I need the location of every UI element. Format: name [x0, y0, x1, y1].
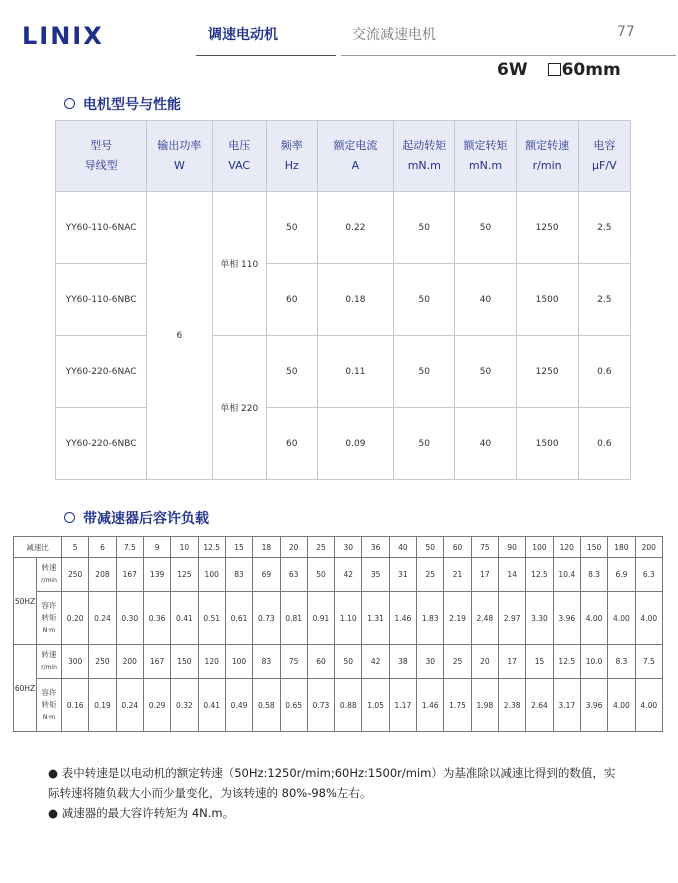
- speed-unit: r/min: [41, 577, 57, 584]
- speed-cell: 15: [526, 645, 553, 679]
- torque-cell: 0.51: [198, 592, 225, 645]
- speed-cell: 167: [116, 558, 143, 592]
- torque-cell: 2.38: [499, 679, 526, 732]
- torque-label: [37, 679, 62, 732]
- ratio-cell: 180: [608, 537, 635, 558]
- speed-cell: 139: [143, 558, 170, 592]
- rated-torque-cell: 50: [455, 192, 516, 264]
- rated-speed-cell: 1500: [516, 264, 578, 336]
- tab-underline: [341, 55, 676, 56]
- speed-cell: 42: [362, 645, 389, 679]
- speed-cell: 50: [335, 645, 362, 679]
- column-header: 起动转矩 mN.m: [394, 121, 455, 192]
- speed-cell: 150: [171, 645, 198, 679]
- speed-cell: 100: [225, 645, 252, 679]
- section-title-allowable-load: [64, 508, 209, 528]
- speed-cell: 300: [62, 645, 89, 679]
- torque-cell: 0.24: [89, 592, 116, 645]
- note-line: ● 表中转速是以电动机的额定转速（50Hz:1250r/mim;60Hz:1500r/mim）为基准除以减速比得到的数值，实: [48, 766, 616, 780]
- ratio-cell: 25: [307, 537, 334, 558]
- torque-cell: 0.73: [307, 679, 334, 732]
- table-row: [56, 408, 631, 480]
- model-cell: YY60-110-6NBC: [56, 264, 147, 336]
- model-cell: YY60-110-6NAC: [56, 192, 147, 264]
- torque-cell: 0.61: [225, 592, 252, 645]
- performance-table: [55, 120, 631, 480]
- current-cell: 0.09: [317, 408, 393, 480]
- torque-cell: 1.98: [471, 679, 498, 732]
- torque-cell: 0.41: [198, 679, 225, 732]
- torque-cell: 0.30: [116, 592, 143, 645]
- speed-cell: 21: [444, 558, 471, 592]
- speed-cell: 63: [280, 558, 307, 592]
- speed-unit: r/min: [41, 664, 57, 671]
- speed-cell: 75: [280, 645, 307, 679]
- speed-cell: 20: [471, 645, 498, 679]
- page-number: 77: [617, 24, 635, 40]
- speed-cell: 50: [307, 558, 334, 592]
- ratio-cell: 12.5: [198, 537, 225, 558]
- torque-cell: 1.75: [444, 679, 471, 732]
- voltage-cell: 单相 220: [212, 336, 266, 480]
- column-header: 电容 μF/V: [578, 121, 630, 192]
- torque-cell: 1.83: [417, 592, 444, 645]
- speed-cell: 250: [89, 645, 116, 679]
- torque-cell: 0.73: [253, 592, 280, 645]
- model-spec: [497, 60, 621, 80]
- section-title-text: 电机型号与性能: [83, 97, 181, 113]
- speed-cell: 10.4: [553, 558, 580, 592]
- table-row: [56, 192, 631, 264]
- starting-torque-cell: 50: [394, 264, 455, 336]
- torque-cell: 2.64: [526, 679, 553, 732]
- section-title-text: 带减速器后容许负载: [83, 511, 209, 527]
- torque-cell: 1.17: [389, 679, 416, 732]
- linix-logo: LINIX: [22, 22, 104, 50]
- torque-cell: 4.00: [580, 592, 607, 645]
- section-title-performance: [64, 94, 181, 114]
- speed-cell: 60: [307, 645, 334, 679]
- torque-cell: 1.46: [417, 679, 444, 732]
- torque-cell: 0.65: [280, 679, 307, 732]
- power-cell: 6: [147, 192, 212, 480]
- torque-cell: 2.19: [444, 592, 471, 645]
- square-frame-icon: [548, 63, 561, 76]
- torque-row: [14, 679, 663, 732]
- torque-cell: 1.05: [362, 679, 389, 732]
- torque-cell: 0.49: [225, 679, 252, 732]
- allowable-load-table: [13, 536, 663, 732]
- notes: [48, 763, 638, 823]
- speed-cell: 35: [362, 558, 389, 592]
- speed-cell: 83: [225, 558, 252, 592]
- speed-cell: 30: [417, 645, 444, 679]
- speed-label: [37, 645, 62, 679]
- frequency-cell: 60: [266, 264, 317, 336]
- torque-cell: 0.32: [171, 679, 198, 732]
- torque-label-text: 转矩: [41, 699, 57, 709]
- torque-cell: 4.00: [635, 592, 662, 645]
- torque-cell: 0.88: [335, 679, 362, 732]
- torque-cell: 0.20: [62, 592, 89, 645]
- torque-cell: 0.24: [116, 679, 143, 732]
- torque-cell: 3.96: [580, 679, 607, 732]
- torque-cell: 3.96: [553, 592, 580, 645]
- frame-size: 60mm: [561, 60, 621, 80]
- model-cell: YY60-220-6NAC: [56, 336, 147, 408]
- speed-row: [14, 645, 663, 679]
- torque-cell: 4.00: [608, 592, 635, 645]
- speed-cell: 6.9: [608, 558, 635, 592]
- speed-cell: 12.5: [553, 645, 580, 679]
- current-cell: 0.18: [317, 264, 393, 336]
- speed-cell: 25: [417, 558, 444, 592]
- speed-cell: 250: [62, 558, 89, 592]
- speed-cell: 125: [171, 558, 198, 592]
- torque-cell: 2.48: [471, 592, 498, 645]
- torque-cell: 3.17: [553, 679, 580, 732]
- torque-cell: 1.10: [335, 592, 362, 645]
- ratio-cell: 150: [580, 537, 607, 558]
- column-header: 额定转矩 mN.m: [455, 121, 516, 192]
- ratio-cell: 100: [526, 537, 553, 558]
- frequency-cell: 50: [266, 336, 317, 408]
- tab-underline-active: [196, 55, 336, 56]
- ratio-cell: 40: [389, 537, 416, 558]
- starting-torque-cell: 50: [394, 192, 455, 264]
- capacitor-cell: 0.6: [578, 336, 630, 408]
- ratio-cell: 120: [553, 537, 580, 558]
- ratio-cell: 15: [225, 537, 252, 558]
- torque-cell: 0.81: [280, 592, 307, 645]
- rated-speed-cell: 1250: [516, 336, 578, 408]
- column-header: 型号 导线型: [56, 121, 147, 192]
- torque-cell: 0.19: [89, 679, 116, 732]
- capacitor-cell: 2.5: [578, 264, 630, 336]
- tab-speed-control-motor[interactable]: 调速电动机: [208, 27, 278, 43]
- note-line: ● 减速器的最大容许转矩为 4N.m。: [48, 806, 235, 820]
- current-cell: 0.11: [317, 336, 393, 408]
- speed-cell: 38: [389, 645, 416, 679]
- current-cell: 0.22: [317, 192, 393, 264]
- speed-cell: 69: [253, 558, 280, 592]
- capacitor-cell: 0.6: [578, 408, 630, 480]
- torque-label: [37, 592, 62, 645]
- torque-cell: 1.31: [362, 592, 389, 645]
- speed-label-text: 转速: [41, 650, 57, 659]
- model-cell: YY60-220-6NBC: [56, 408, 147, 480]
- frequency-cell: 60: [266, 408, 317, 480]
- ratio-cell: 30: [335, 537, 362, 558]
- torque-label-text: 转矩: [41, 612, 57, 622]
- ratio-cell: 9: [143, 537, 170, 558]
- torque-cell: 4.00: [635, 679, 662, 732]
- ratio-cell: 60: [444, 537, 471, 558]
- torque-cell: 4.00: [608, 679, 635, 732]
- ratio-row: [14, 537, 663, 558]
- speed-cell: 10.0: [580, 645, 607, 679]
- speed-cell: 17: [471, 558, 498, 592]
- voltage-cell: 单相 110: [212, 192, 266, 336]
- tab-ac-gear-motor[interactable]: 交流减速电机: [352, 27, 436, 43]
- speed-cell: 31: [389, 558, 416, 592]
- rated-speed-cell: 1500: [516, 408, 578, 480]
- table-row: [56, 264, 631, 336]
- speed-cell: 25: [444, 645, 471, 679]
- rated-speed-cell: 1250: [516, 192, 578, 264]
- ratio-cell: 90: [499, 537, 526, 558]
- ratio-cell: 7.5: [116, 537, 143, 558]
- torque-cell: 2.97: [499, 592, 526, 645]
- speed-cell: 12.5: [526, 558, 553, 592]
- column-header: 额定转速 r/min: [516, 121, 578, 192]
- frequency-cell: 50: [266, 192, 317, 264]
- rated-torque-cell: 40: [455, 264, 516, 336]
- column-header: 额定电流 A: [317, 121, 393, 192]
- frequency-label: 50HZ: [14, 558, 37, 645]
- speed-cell: 100: [198, 558, 225, 592]
- speed-cell: 8.3: [608, 645, 635, 679]
- speed-row: [14, 558, 663, 592]
- power-rating: 6W: [497, 60, 528, 80]
- speed-label: [37, 558, 62, 592]
- note-line: 际转速将随负载大小而少量变化，为该转速的 80%-98%左右。: [48, 786, 372, 800]
- speed-cell: 8.3: [580, 558, 607, 592]
- speed-cell: 208: [89, 558, 116, 592]
- torque-cell: 1.46: [389, 592, 416, 645]
- ratio-cell: 6: [89, 537, 116, 558]
- torque-unit: N·m: [42, 626, 56, 634]
- torque-cell: 0.41: [171, 592, 198, 645]
- column-header: 输出功率 W: [147, 121, 212, 192]
- speed-label-text: 转速: [41, 563, 57, 572]
- torque-label-text: 容许: [41, 600, 57, 610]
- torque-cell: 0.91: [307, 592, 334, 645]
- ratio-label: 减速比: [14, 537, 62, 558]
- speed-cell: 7.5: [635, 645, 662, 679]
- ratio-cell: 5: [62, 537, 89, 558]
- table-row: [56, 336, 631, 408]
- ratio-cell: 20: [280, 537, 307, 558]
- speed-cell: 120: [198, 645, 225, 679]
- torque-cell: 0.29: [143, 679, 170, 732]
- speed-cell: 83: [253, 645, 280, 679]
- torque-row: [14, 592, 663, 645]
- speed-cell: 167: [143, 645, 170, 679]
- torque-cell: 3.30: [526, 592, 553, 645]
- speed-cell: 42: [335, 558, 362, 592]
- speed-cell: 14: [499, 558, 526, 592]
- ratio-cell: 75: [471, 537, 498, 558]
- starting-torque-cell: 50: [394, 336, 455, 408]
- torque-cell: 0.16: [62, 679, 89, 732]
- ratio-cell: 10: [171, 537, 198, 558]
- frequency-label: 60HZ: [14, 645, 37, 732]
- torque-cell: 0.58: [253, 679, 280, 732]
- column-header: 电压 VAC: [212, 121, 266, 192]
- starting-torque-cell: 50: [394, 408, 455, 480]
- torque-unit: N·m: [42, 713, 56, 721]
- ratio-cell: 50: [417, 537, 444, 558]
- rated-torque-cell: 50: [455, 336, 516, 408]
- rated-torque-cell: 40: [455, 408, 516, 480]
- circle-bullet-icon: [64, 98, 75, 109]
- speed-cell: 200: [116, 645, 143, 679]
- capacitor-cell: 2.5: [578, 192, 630, 264]
- column-header: 频率 Hz: [266, 121, 317, 192]
- torque-label-text: 容许: [41, 687, 57, 697]
- circle-bullet-icon: [64, 512, 75, 523]
- ratio-cell: 18: [253, 537, 280, 558]
- ratio-cell: 36: [362, 537, 389, 558]
- speed-cell: 17: [499, 645, 526, 679]
- ratio-cell: 200: [635, 537, 662, 558]
- torque-cell: 0.36: [143, 592, 170, 645]
- speed-cell: 6.3: [635, 558, 662, 592]
